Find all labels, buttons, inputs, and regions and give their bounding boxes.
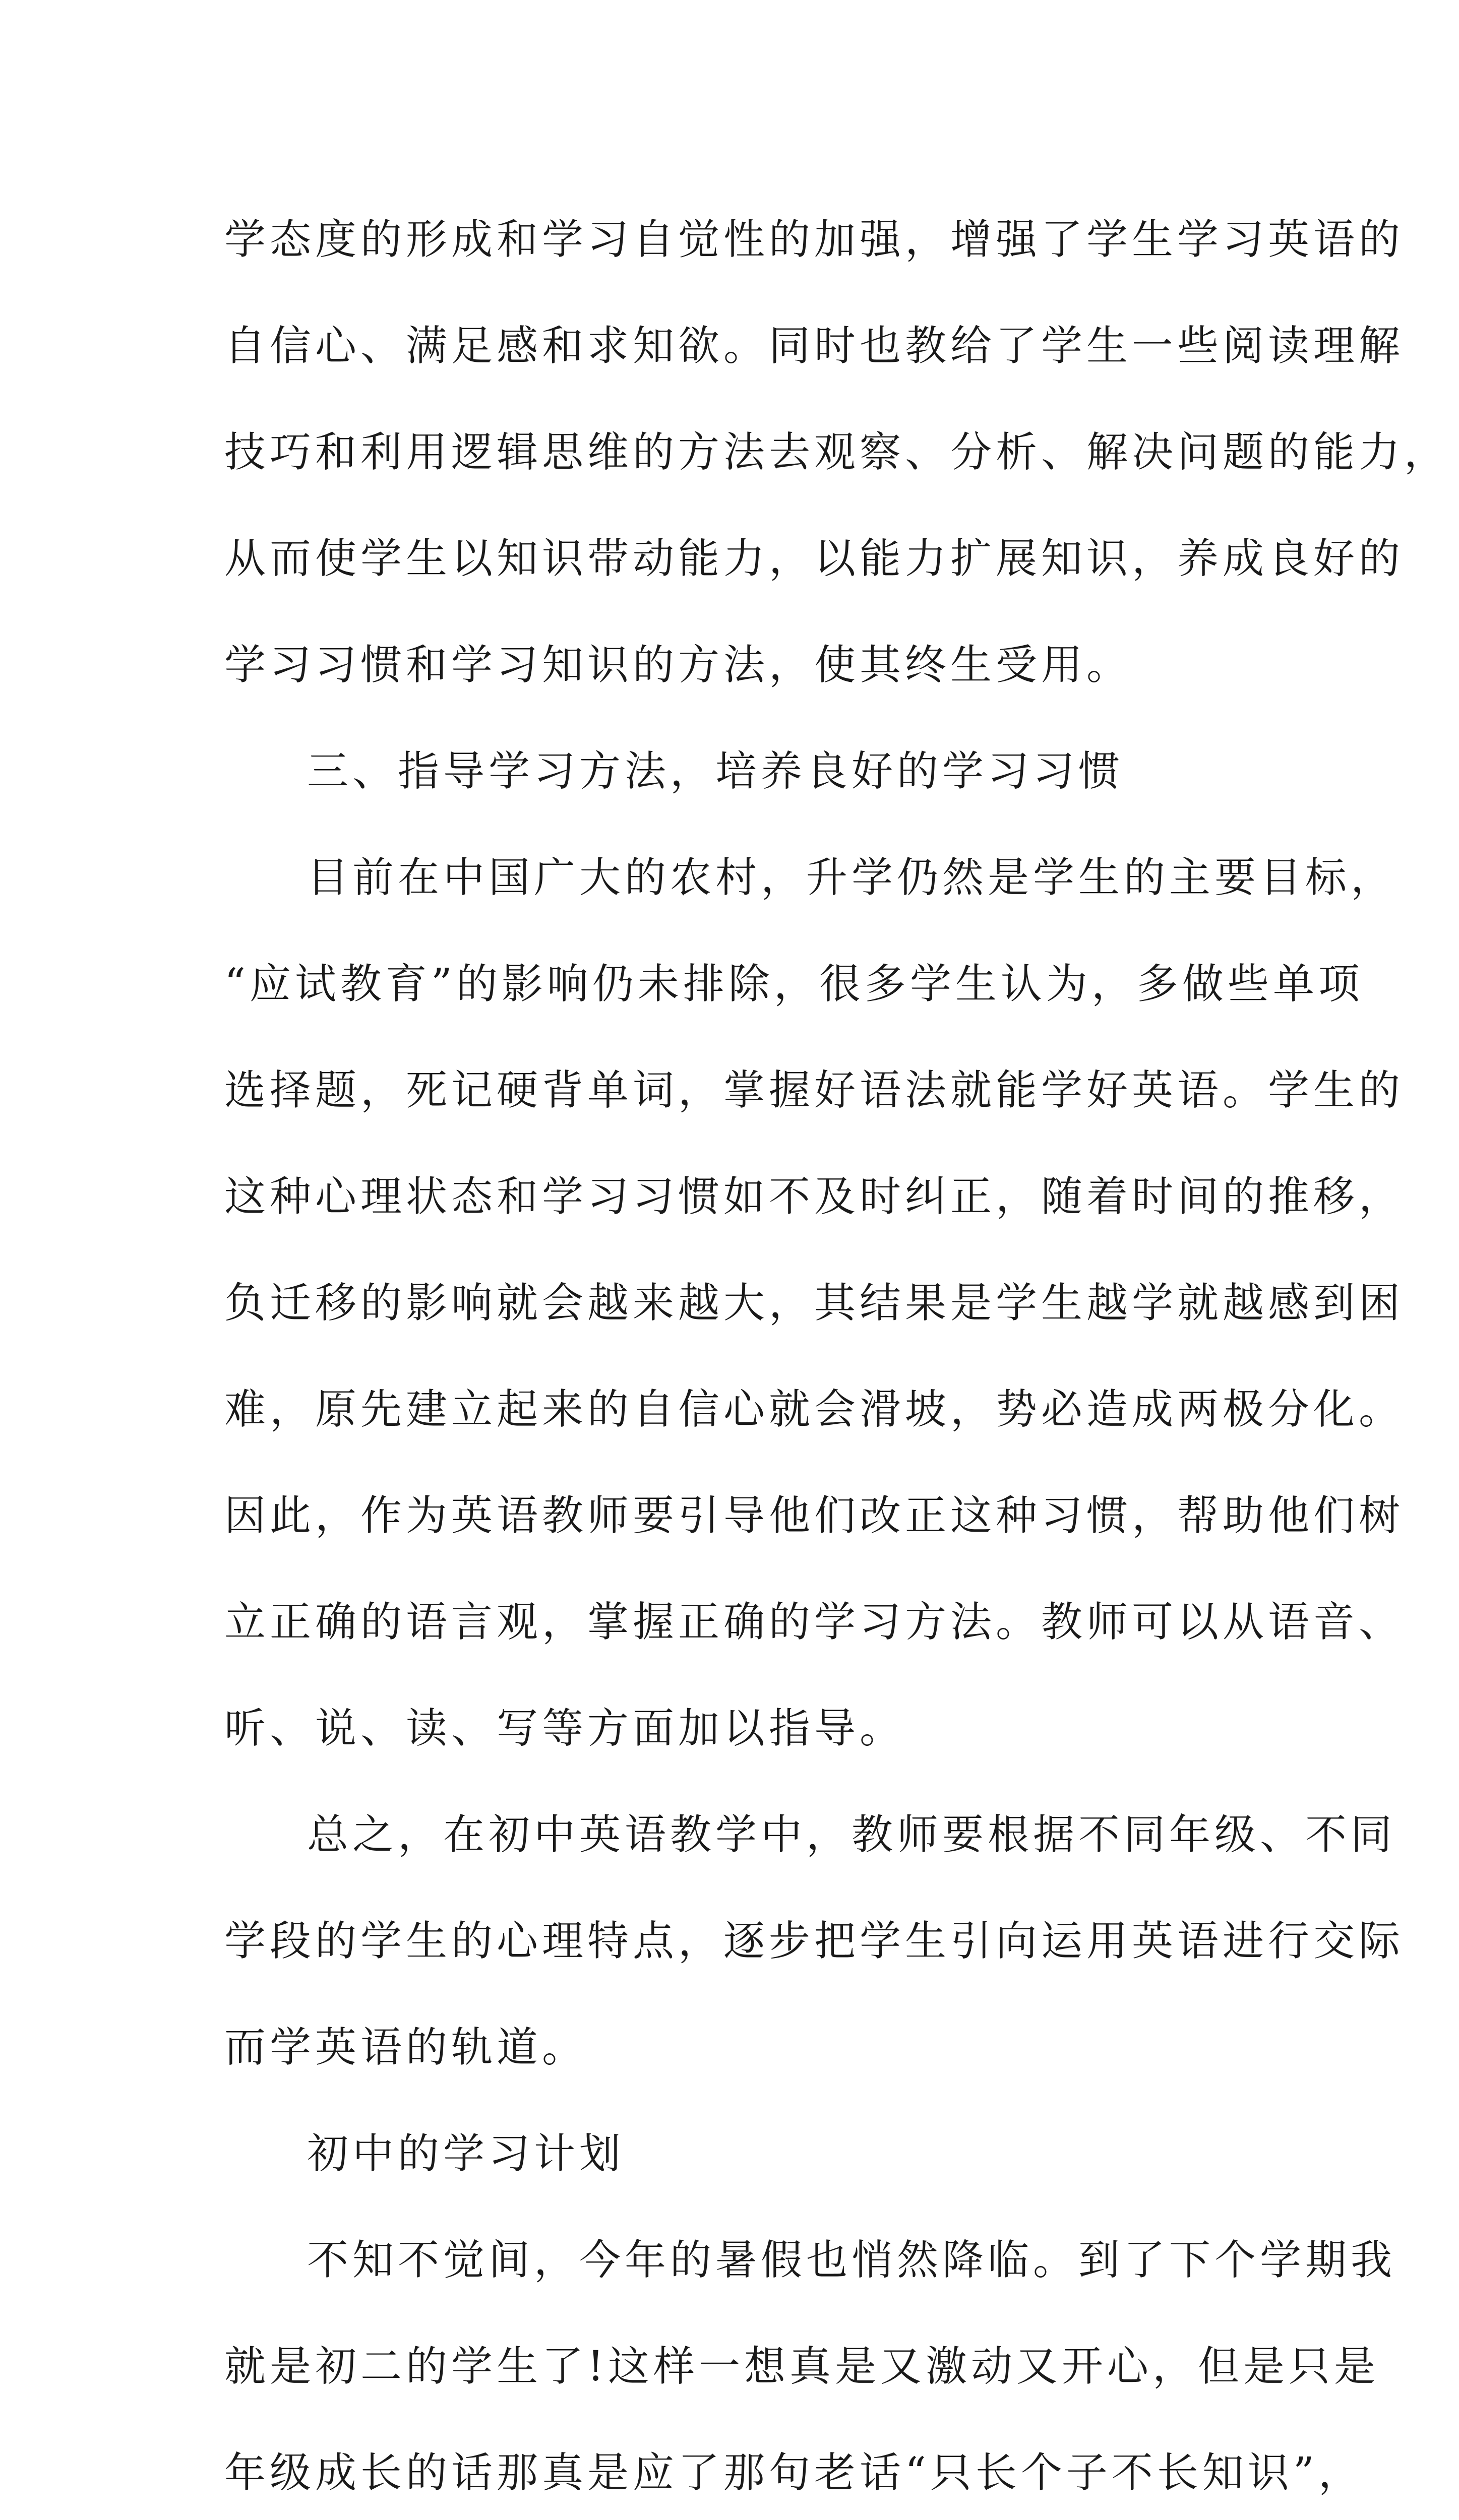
- text-line: 因此，作为英语教师要引导他们改正这种习惯，帮助他们树: [224, 1492, 1405, 1540]
- text-line: 学态度的形成和学习自觉性的加强，增强了学生学习英语的: [224, 216, 1405, 264]
- section-heading: 初中的学习计划: [307, 2130, 625, 2178]
- text-line: 听、说、读、写等方面加以指导。: [224, 1705, 905, 1752]
- text-line: 学习习惯和学习知识的方法，使其终生受用。: [224, 641, 1132, 689]
- text-line: 年级成长的话那真是应了那句老话“只长个子不长知识”，: [224, 2449, 1364, 2497]
- text-line: 立正确的语言观，掌握正确的学习方法。教师可以从语音、: [224, 1598, 1405, 1646]
- section-heading: 三、指导学习方法，培养良好的学习习惯: [307, 747, 1124, 795]
- text-line: 而学英语的轨道。: [224, 2024, 588, 2071]
- text-line: 选择题，死记硬背单词，掌握好语法就能学好英语。学生的: [224, 1066, 1405, 1114]
- text-line: “应试教育”的影响仍未排除，很多学生认为，多做些单项: [224, 960, 1364, 1008]
- text-line: 目前在中国广大的农村，升学仍然是学生的主要目标，: [307, 854, 1396, 902]
- text-line: 自信心、满足感和求知欲。同时也教给了学生一些阅读理解: [224, 322, 1405, 370]
- text-line: 难，原先建立起来的自信心就会滑坡，势必造成两极分化。: [224, 1385, 1405, 1433]
- text-line: 不知不觉间，今年的暑假也悄然降临。到了下个学期我: [307, 2236, 1396, 2284]
- text-line: 技巧和利用逻辑思维的方法去观察、分析、解决问题的能力，: [224, 428, 1450, 476]
- text-line: 这种心理状态和学习习惯如不及时纠正，随着时间的推移，: [224, 1173, 1405, 1221]
- text-line: 负迁移的影响就会越来越大，其结果是学生越学就越感到困: [224, 1279, 1405, 1327]
- text-line: 从而使学生以知识带动能力，以能力扩展知识，养成良好的: [224, 535, 1405, 583]
- text-line: 总之，在初中英语教学中，教师要根据不同年级、不同: [307, 1811, 1396, 1859]
- text-line: 学段的学生的心理特点，逐步把学生引向运用英语进行交际: [224, 1917, 1405, 1965]
- text-line: 就是初二的学生了!这样一想真是又激动又开心，但是只是: [224, 2343, 1379, 2390]
- body-text: [224, 186, 1450, 2520]
